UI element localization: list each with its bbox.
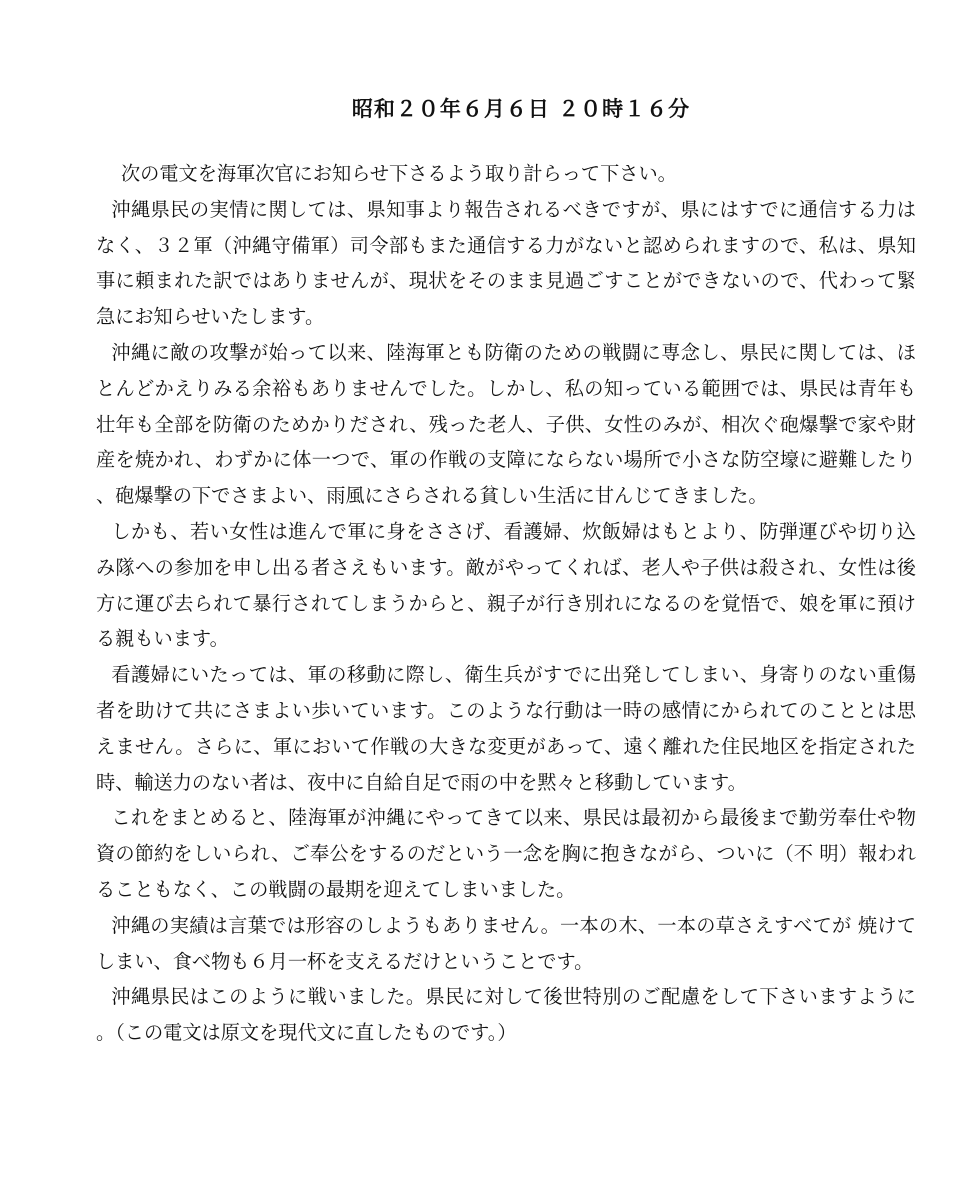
paragraph-4: しかも、若い女性は進んで軍に身をささげ、看護婦、炊飯婦はもとより、防弾運びや切り込み隊への参加を申し出る者さえもいます。敵がやってくれば、老人や子供は殺され、女性は後方に運び去られて暴行されてしまうからと、親子が行き別れになるのを覚悟で、娘を軍に預ける親もいます。 xyxy=(96,519,916,651)
paragraph-2: 沖縄県民の実情に関しては、県知事より報告されるべきですが、県にはすでに通信する力はなく、３２軍（沖縄守備軍）司令部もまた通信する力がないと認められますので、私は、県知事に頼まれた訳ではありませんが、現状をそのまま見過ごすことができないので、代わって緊急にお知らせいたします。 xyxy=(96,197,916,329)
paragraph-6: これをまとめると、陸海軍が沖縄にやってきて以来、県民は最初から最後まで勤労奉仕や物資の節約をしいられ、ご奉公をするのだという一念を胸に抱きながら、ついに（不 明）報われることもなく、この戦闘の最期を迎えてしまいました。 xyxy=(96,806,916,901)
paragraph-5: 看護婦にいたっては、軍の移動に際し、衛生兵がすでに出発してしまい、身寄りのない重傷者を助けて共にさまよい歩いています。このような行動は一時の感情にかられてのこととは思えません。さらに、軍において作戦の大きな変更があって、遠く離れた住民地区を指定された時、輸送力のない者は、夜中に自給自足で雨の中を黙々と移動しています。 xyxy=(96,663,916,794)
paragraph-7: 沖縄の実績は言葉では形容のしようもありません。一本の木、一本の草さえすべてが 焼けてしまい、食べ物も６月一杯を支えるだけということです。 xyxy=(96,913,916,973)
document-title: 昭和２０年６月６日 ２０時１６分 xyxy=(351,96,691,121)
paragraph-3: 沖縄に敵の攻撃が始って以来、陸海軍とも防衛のための戦闘に専念し、県民に関しては、ほとんどかえりみる余裕もありませんでした。しかし、私の知っている範囲では、県民は青年も壮年も全部を防衛のためかりだされ、残った老人、子供、女性のみが、相次ぐ砲爆撃で家や財産を焼かれ、わずかに体一つで、軍の作戦の支障にならない場所で小さな防空壕に避難したり、砲爆撃の下でさまよい、雨風にさらされる貧しい生活に甘んじてきました。 xyxy=(96,340,916,508)
paragraph-1: 次の電文を海軍次官にお知らせ下さるよう取り計らって下さい。 xyxy=(120,162,677,185)
paragraph-8: 沖縄県民はこのように戦いました。県民に対して後世特別のご配慮をして下さいますように。（この電文は原文を現代文に直したものです。） xyxy=(96,985,916,1045)
document-body xyxy=(96,156,916,1051)
